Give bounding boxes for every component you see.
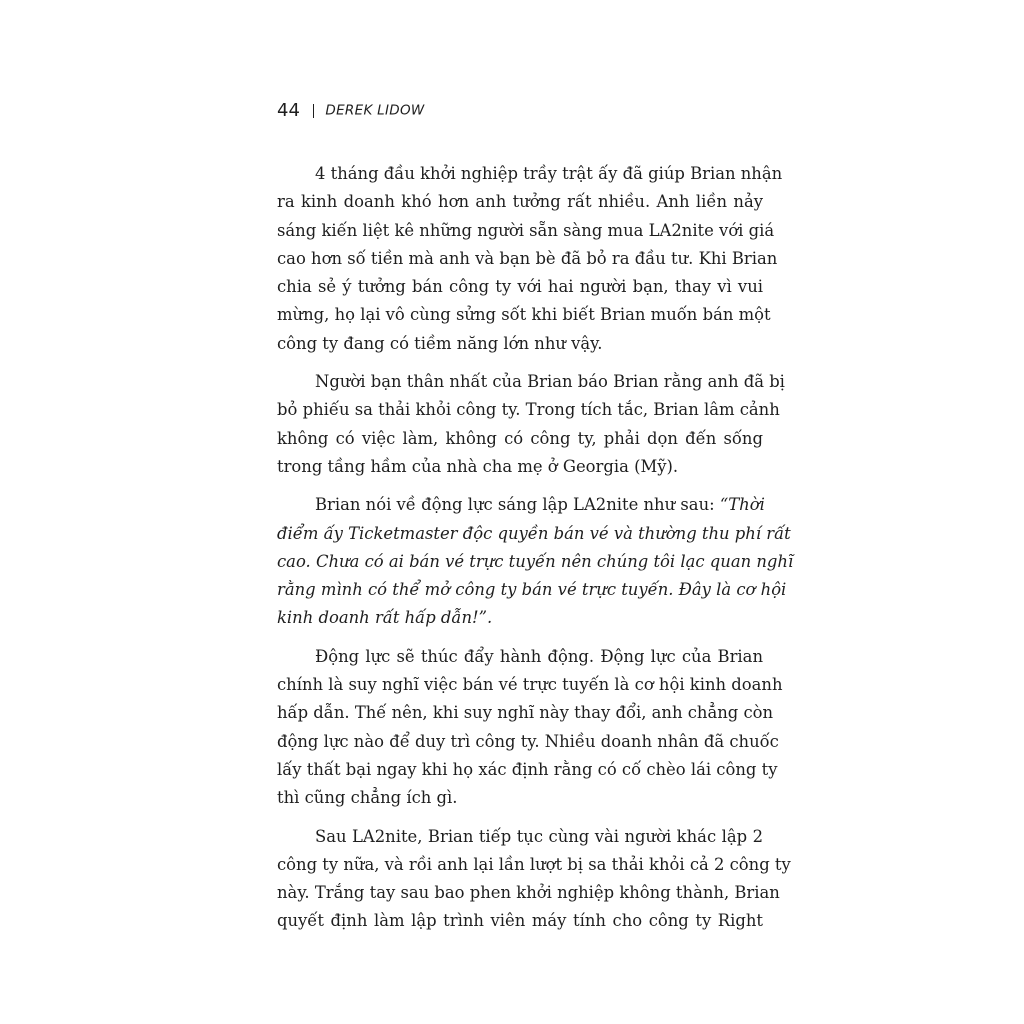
page-number: 44 bbox=[277, 100, 300, 121]
page-header bbox=[277, 100, 425, 121]
text-line: lấy thất bại ngay khi họ xác định rằng có cố chèo lái công ty bbox=[277, 759, 778, 779]
text-line: quyết định làm lập trình viên máy tính cho công ty Right bbox=[277, 911, 763, 931]
text-line: bỏ phiếu sa thải khỏi công ty. Trong tích tắc, Brian lâm cảnh bbox=[277, 400, 780, 420]
paragraph-1 bbox=[277, 160, 783, 358]
text-line bbox=[277, 491, 763, 519]
text-line: Sau LA2nite, Brian tiếp tục cùng vài người khác lập 2 bbox=[315, 826, 763, 846]
text-line: Động lực sẽ thúc đẩy hành động. Động lực của Brian bbox=[315, 646, 763, 666]
text-line: thì cũng chẳng ích gì. bbox=[277, 788, 458, 808]
text-line: chính là suy nghĩ việc bán vé trực tuyến là cơ hội kinh doanh bbox=[277, 675, 783, 695]
text-line: động lực nào để duy trì công ty. Nhiều doanh nhân đã chuốc bbox=[277, 731, 779, 751]
text-line: chia sẻ ý tưởng bán công ty với hai người bạn, thay vì vui bbox=[277, 277, 763, 297]
paragraph-3 bbox=[277, 491, 794, 632]
quote-line: rằng mình có thể mở công ty bán vé trực tuyến. Đây là cơ hội bbox=[277, 580, 787, 600]
text-line: 4 tháng đầu khởi nghiệp trầy trật ấy đã giúp Brian nhận bbox=[315, 164, 783, 183]
text-line: Người bạn thân nhất của Brian báo Brian rằng anh đã bị bbox=[315, 372, 785, 392]
text-line: hấp dẫn. Thế nên, khi suy nghĩ này thay đổi, anh chẳng còn bbox=[277, 703, 774, 723]
quote-start: “Thời bbox=[719, 495, 765, 515]
paragraph-5 bbox=[277, 823, 791, 936]
paragraph-3-lead: Brian nói về động lực sáng lập LA2nite như sau: bbox=[315, 495, 720, 515]
text-line: này. Trắng tay sau bao phen khởi nghiệp không thành, Brian bbox=[277, 883, 780, 903]
paragraph-4 bbox=[277, 643, 783, 813]
text-line: ra kinh doanh khó hơn anh tưởng rất nhiều. Anh liền nảy bbox=[277, 192, 763, 212]
text-line: không có việc làm, không có công ty, phải dọn đến sống bbox=[277, 428, 763, 448]
body-text bbox=[277, 160, 794, 946]
quote-line: kinh doanh rất hấp dẫn!”. bbox=[277, 608, 493, 628]
text-line: công ty nữa, và rồi anh lại lần lượt bị sa thải khỏi cả 2 công ty bbox=[277, 854, 791, 874]
running-title-author: DEREK LIDOW bbox=[325, 102, 425, 119]
text-line: cao hơn số tiền mà anh và bạn bè đã bỏ ra đầu tư. Khi Brian bbox=[277, 248, 778, 268]
text-line: sáng kiến liệt kê những người sẵn sàng mua LA2nite với giá bbox=[277, 220, 775, 240]
text-line: công ty đang có tiềm năng lớn như vậy. bbox=[277, 333, 603, 353]
paragraph-2 bbox=[277, 368, 785, 481]
header-separator bbox=[313, 104, 315, 118]
text-line: trong tầng hầm của nhà cha mẹ ở Georgia (Mỹ). bbox=[277, 456, 679, 476]
quote-line: điểm ấy Ticketmaster độc quyền bán vé và thường thu phí rất bbox=[277, 523, 791, 543]
quote-line: cao. Chưa có ai bán vé trực tuyến nên chúng tôi lạc quan nghĩ bbox=[277, 551, 794, 571]
text-line: mừng, họ lại vô cùng sửng sốt khi biết Brian muốn bán một bbox=[277, 305, 771, 325]
